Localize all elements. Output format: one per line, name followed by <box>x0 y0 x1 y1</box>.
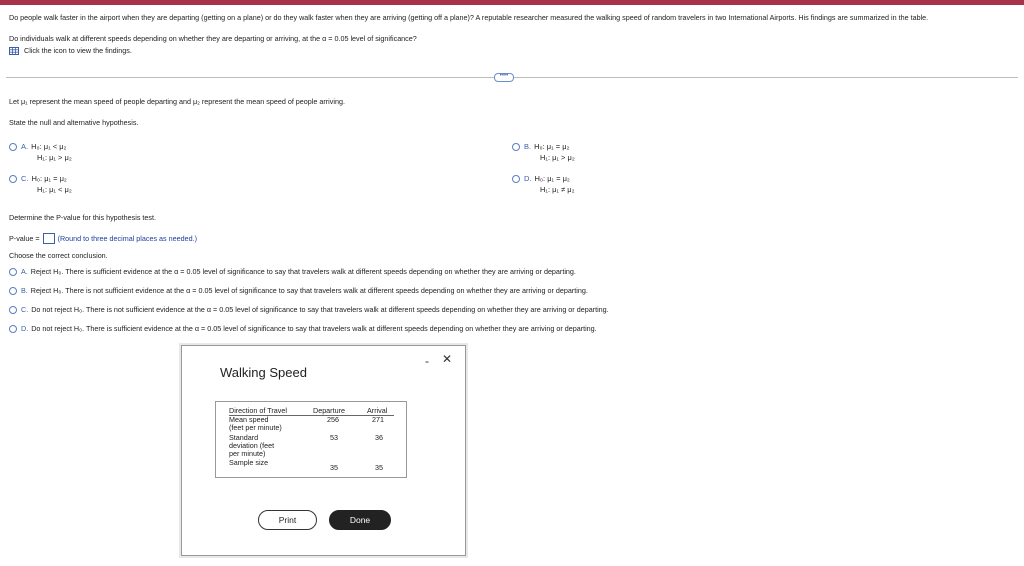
h0-text: H₀: μ₁ = μ₂ <box>534 142 570 151</box>
dialog-title: Walking Speed <box>220 365 307 380</box>
conclusion-option-c[interactable] <box>9 305 609 314</box>
option-letter: C. <box>21 305 29 314</box>
h1-text: H₁: μ₁ > μ₂ <box>37 153 72 162</box>
option-letter: D. <box>524 174 532 183</box>
pvalue-input[interactable] <box>43 233 55 244</box>
minimize-icon[interactable]: - <box>425 354 429 368</box>
done-button[interactable]: Done <box>329 510 391 530</box>
question-text: Do people walk faster in the airport when they are departing (getting on a plane) or do they walk faster when they are arriving (getting off a plane)? A reputable researcher measured the walking speed of random travelers in two International Airports. His findings are summarized in the table. <box>9 13 929 22</box>
table-header: Arrival <box>367 406 388 415</box>
pvalue-prompt: Determine the P-value for this hypothesis test. <box>9 213 157 222</box>
question-subtext: Do individuals walk at different speeds depending on whether they are departing or arriving, at the α = 0.05 level of significance? <box>9 34 417 43</box>
option-text: Do not reject H₀. There is not sufficient evidence at the α = 0.05 level of significance to say that travelers walk at different speeds depending on whether they are arriving or departing. <box>31 305 609 314</box>
let-statement: Let μ₁ represent the mean speed of people departing and μ₂ represent the mean speed of people arriving. <box>9 97 345 106</box>
expand-dots-button[interactable]: •••• <box>494 73 514 82</box>
h0-text: H₀: μ₁ = μ₂ <box>534 174 570 183</box>
table-header: Departure <box>313 406 345 415</box>
conclusion-option-a[interactable] <box>9 267 576 276</box>
table-cell: Mean speed <box>229 415 269 424</box>
table-cell: Sample size <box>229 458 269 467</box>
view-findings-label[interactable]: Click the icon to view the findings. <box>24 46 132 55</box>
option-text: Reject H₀. There is not sufficient evidence at the α = 0.05 level of significance to say that travelers walk at different speeds depending on whether they are arriving or departing. <box>30 286 588 295</box>
radio-button[interactable] <box>9 306 17 314</box>
option-letter: D. <box>21 324 29 333</box>
walking-speed-dialog <box>181 345 466 556</box>
table-cell: deviation (feet <box>229 441 275 450</box>
conclusion-option-b[interactable] <box>9 286 588 295</box>
radio-button[interactable] <box>9 287 17 295</box>
h0-text: H₀: μ₁ < μ₂ <box>31 142 67 151</box>
pvalue-hint: (Round to three decimal places as needed.) <box>57 234 198 243</box>
table-cell: per minute) <box>229 449 266 458</box>
pvalue-label: P-value = <box>9 234 40 243</box>
option-text: Do not reject H₀. There is sufficient evidence at the α = 0.05 level of significance to say that travelers walk at different speeds depending on whether they are arriving or departing. <box>31 324 597 333</box>
radio-button[interactable] <box>9 268 17 276</box>
table-cell: 35 <box>330 463 338 472</box>
radio-button[interactable] <box>9 175 17 183</box>
hypothesis-option-c[interactable] <box>9 173 67 184</box>
findings-table <box>215 401 407 478</box>
h1-text: H₁: μ₁ ≠ μ₂ <box>540 185 575 194</box>
conclusion-prompt: Choose the correct conclusion. <box>9 251 108 260</box>
pvalue-row <box>9 233 197 244</box>
hypothesis-option-b[interactable] <box>512 141 569 152</box>
h1-text: H₁: μ₁ > μ₂ <box>540 153 575 162</box>
table-cell: 256 <box>327 415 339 424</box>
table-cell: Standard <box>229 433 259 442</box>
table-cell: 53 <box>330 433 338 442</box>
top-accent-bar <box>0 0 1024 5</box>
close-icon[interactable]: ✕ <box>442 352 453 366</box>
option-letter: A. <box>21 267 28 276</box>
option-letter: B. <box>21 286 28 295</box>
option-letter: A. <box>21 142 29 151</box>
conclusion-option-d[interactable] <box>9 324 597 333</box>
h1-text: H₁: μ₁ < μ₂ <box>37 185 72 194</box>
hypothesis-option-d[interactable] <box>512 173 570 184</box>
table-cell: 36 <box>375 433 383 442</box>
table-icon[interactable] <box>9 47 19 55</box>
radio-button[interactable] <box>9 143 17 151</box>
option-text: Reject H₀. There is sufficient evidence at the α = 0.05 level of significance to say that travelers walk at different speeds depending on whether they are arriving or departing. <box>30 267 576 276</box>
radio-button[interactable] <box>512 175 520 183</box>
hypothesis-option-a[interactable] <box>9 141 66 152</box>
radio-button[interactable] <box>9 325 17 333</box>
table-cell: 271 <box>372 415 384 424</box>
option-letter: B. <box>524 142 532 151</box>
hypothesis-prompt: State the null and alternative hypothesis. <box>9 118 139 127</box>
radio-button[interactable] <box>512 143 520 151</box>
table-cell: (feet per minute) <box>229 423 282 432</box>
table-cell: 35 <box>375 463 383 472</box>
h0-text: H₀: μ₁ = μ₂ <box>31 174 67 183</box>
option-letter: C. <box>21 174 29 183</box>
print-button[interactable]: Print <box>258 510 317 530</box>
view-findings-link[interactable] <box>9 46 132 55</box>
table-header: Direction of Travel <box>229 406 287 415</box>
